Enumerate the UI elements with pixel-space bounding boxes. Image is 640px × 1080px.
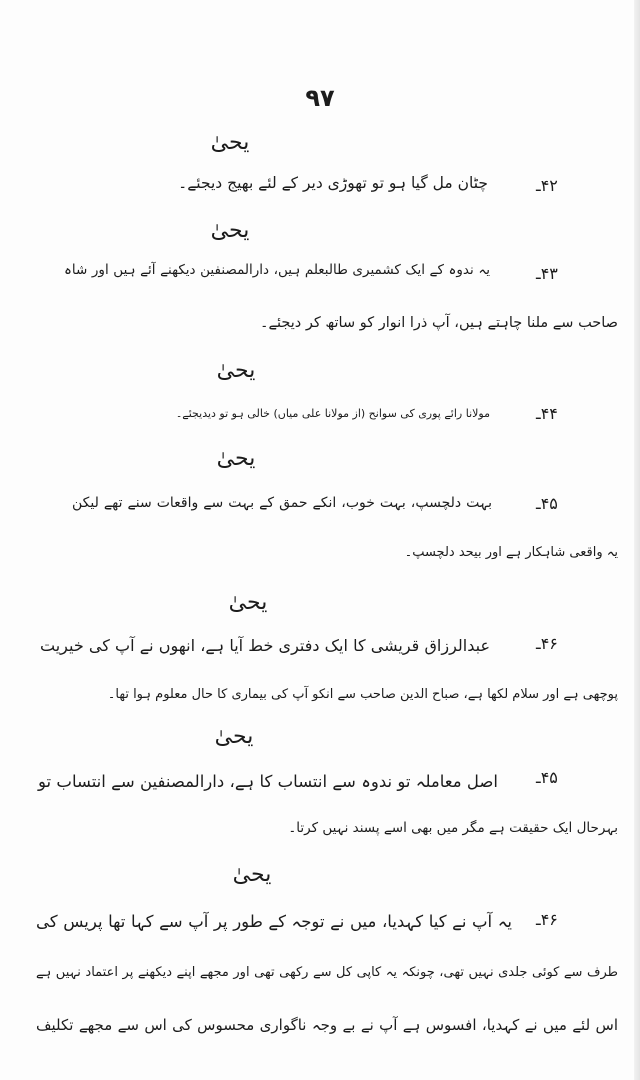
signature: یحیٰ <box>216 358 256 383</box>
entry-number: ۴۴ـ <box>536 404 558 423</box>
entry-line: یہ آپ نے کیا کہدیا، میں نے توجہ کے طور پر آپ سے کہا تھا پریس کی <box>36 912 512 931</box>
page-number: ۹۷ <box>305 84 335 112</box>
entry-line: مولانا رائے پوری کی سوانح (از مولانا علی میاں) خالی ہو تو دیدیجئے۔ <box>175 407 490 420</box>
entry-line: یہ ندوہ کے ایک کشمیری طالبعلم ہیں، دارالمصنفین دیکھنے آئے ہیں اور شاہ <box>64 262 490 278</box>
entry-line: صاحب سے ملنا چاہتے ہیں، آپ ذرا انوار کو ساتھ کر دیجئے۔ <box>259 315 618 331</box>
entry-number: ۴۳ـ <box>536 264 558 283</box>
signature: یحیٰ <box>232 862 272 887</box>
entry-line: چٹان مل گیا ہو تو تھوڑی دیر کے لئے بھیج دیجئے۔ <box>178 174 488 192</box>
entry-number: ۴۶ـ <box>536 634 558 653</box>
signature: یحیٰ <box>210 130 250 155</box>
signature: یحیٰ <box>216 446 256 471</box>
signature: یحیٰ <box>210 218 250 243</box>
signature: یحیٰ <box>228 590 268 615</box>
entry-line: یہ واقعی شاہکار ہے اور بیحد دلچسپ۔ <box>404 545 618 560</box>
entry-line: اصل معاملہ تو ندوہ سے انتساب کا ہے، دارالمصنفین سے انتساب تو <box>38 772 498 791</box>
signature: یحیٰ <box>214 724 254 749</box>
entry-number: ۴۵ـ <box>536 494 558 513</box>
entry-number: ۴۲ـ <box>536 176 558 195</box>
page-edge <box>634 0 640 1080</box>
entry-line: بہرحال ایک حقیقت ہے مگر میں بھی اسے پسند نہیں کرتا۔ <box>288 820 618 836</box>
entry-number: ۴۶ـ <box>536 910 558 929</box>
entry-line: عبدالرزاق قریشی کا ایک دفتری خط آیا ہے، انھوں نے آپ کی خیریت <box>40 636 490 655</box>
entry-line: طرف سے کوئی جلدی نہیں تھی، چونکہ یہ کاپی کل سے رکھی تھی اور مجھے اپنے دیکھنے پر اعتماد نہیں ہے <box>36 965 618 980</box>
entry-line: اس لئے میں نے کہدیا، افسوس ہے آپ نے بے وجہ ناگواری محسوس کی اس سے مجھے تکلیف <box>36 1016 618 1034</box>
entry-number: ۴۵ـ <box>536 768 558 787</box>
entry-line: پوچھی ہے اور سلام لکھا ہے، صباح الدین صاحب سے انکو آپ کی بیماری کا حال معلوم ہوا تھا۔ <box>107 687 618 702</box>
entry-line: بہت دلچسپ، بہت خوب، انکے حمق کے بہت سے واقعات سنے تھے لیکن <box>72 495 492 511</box>
